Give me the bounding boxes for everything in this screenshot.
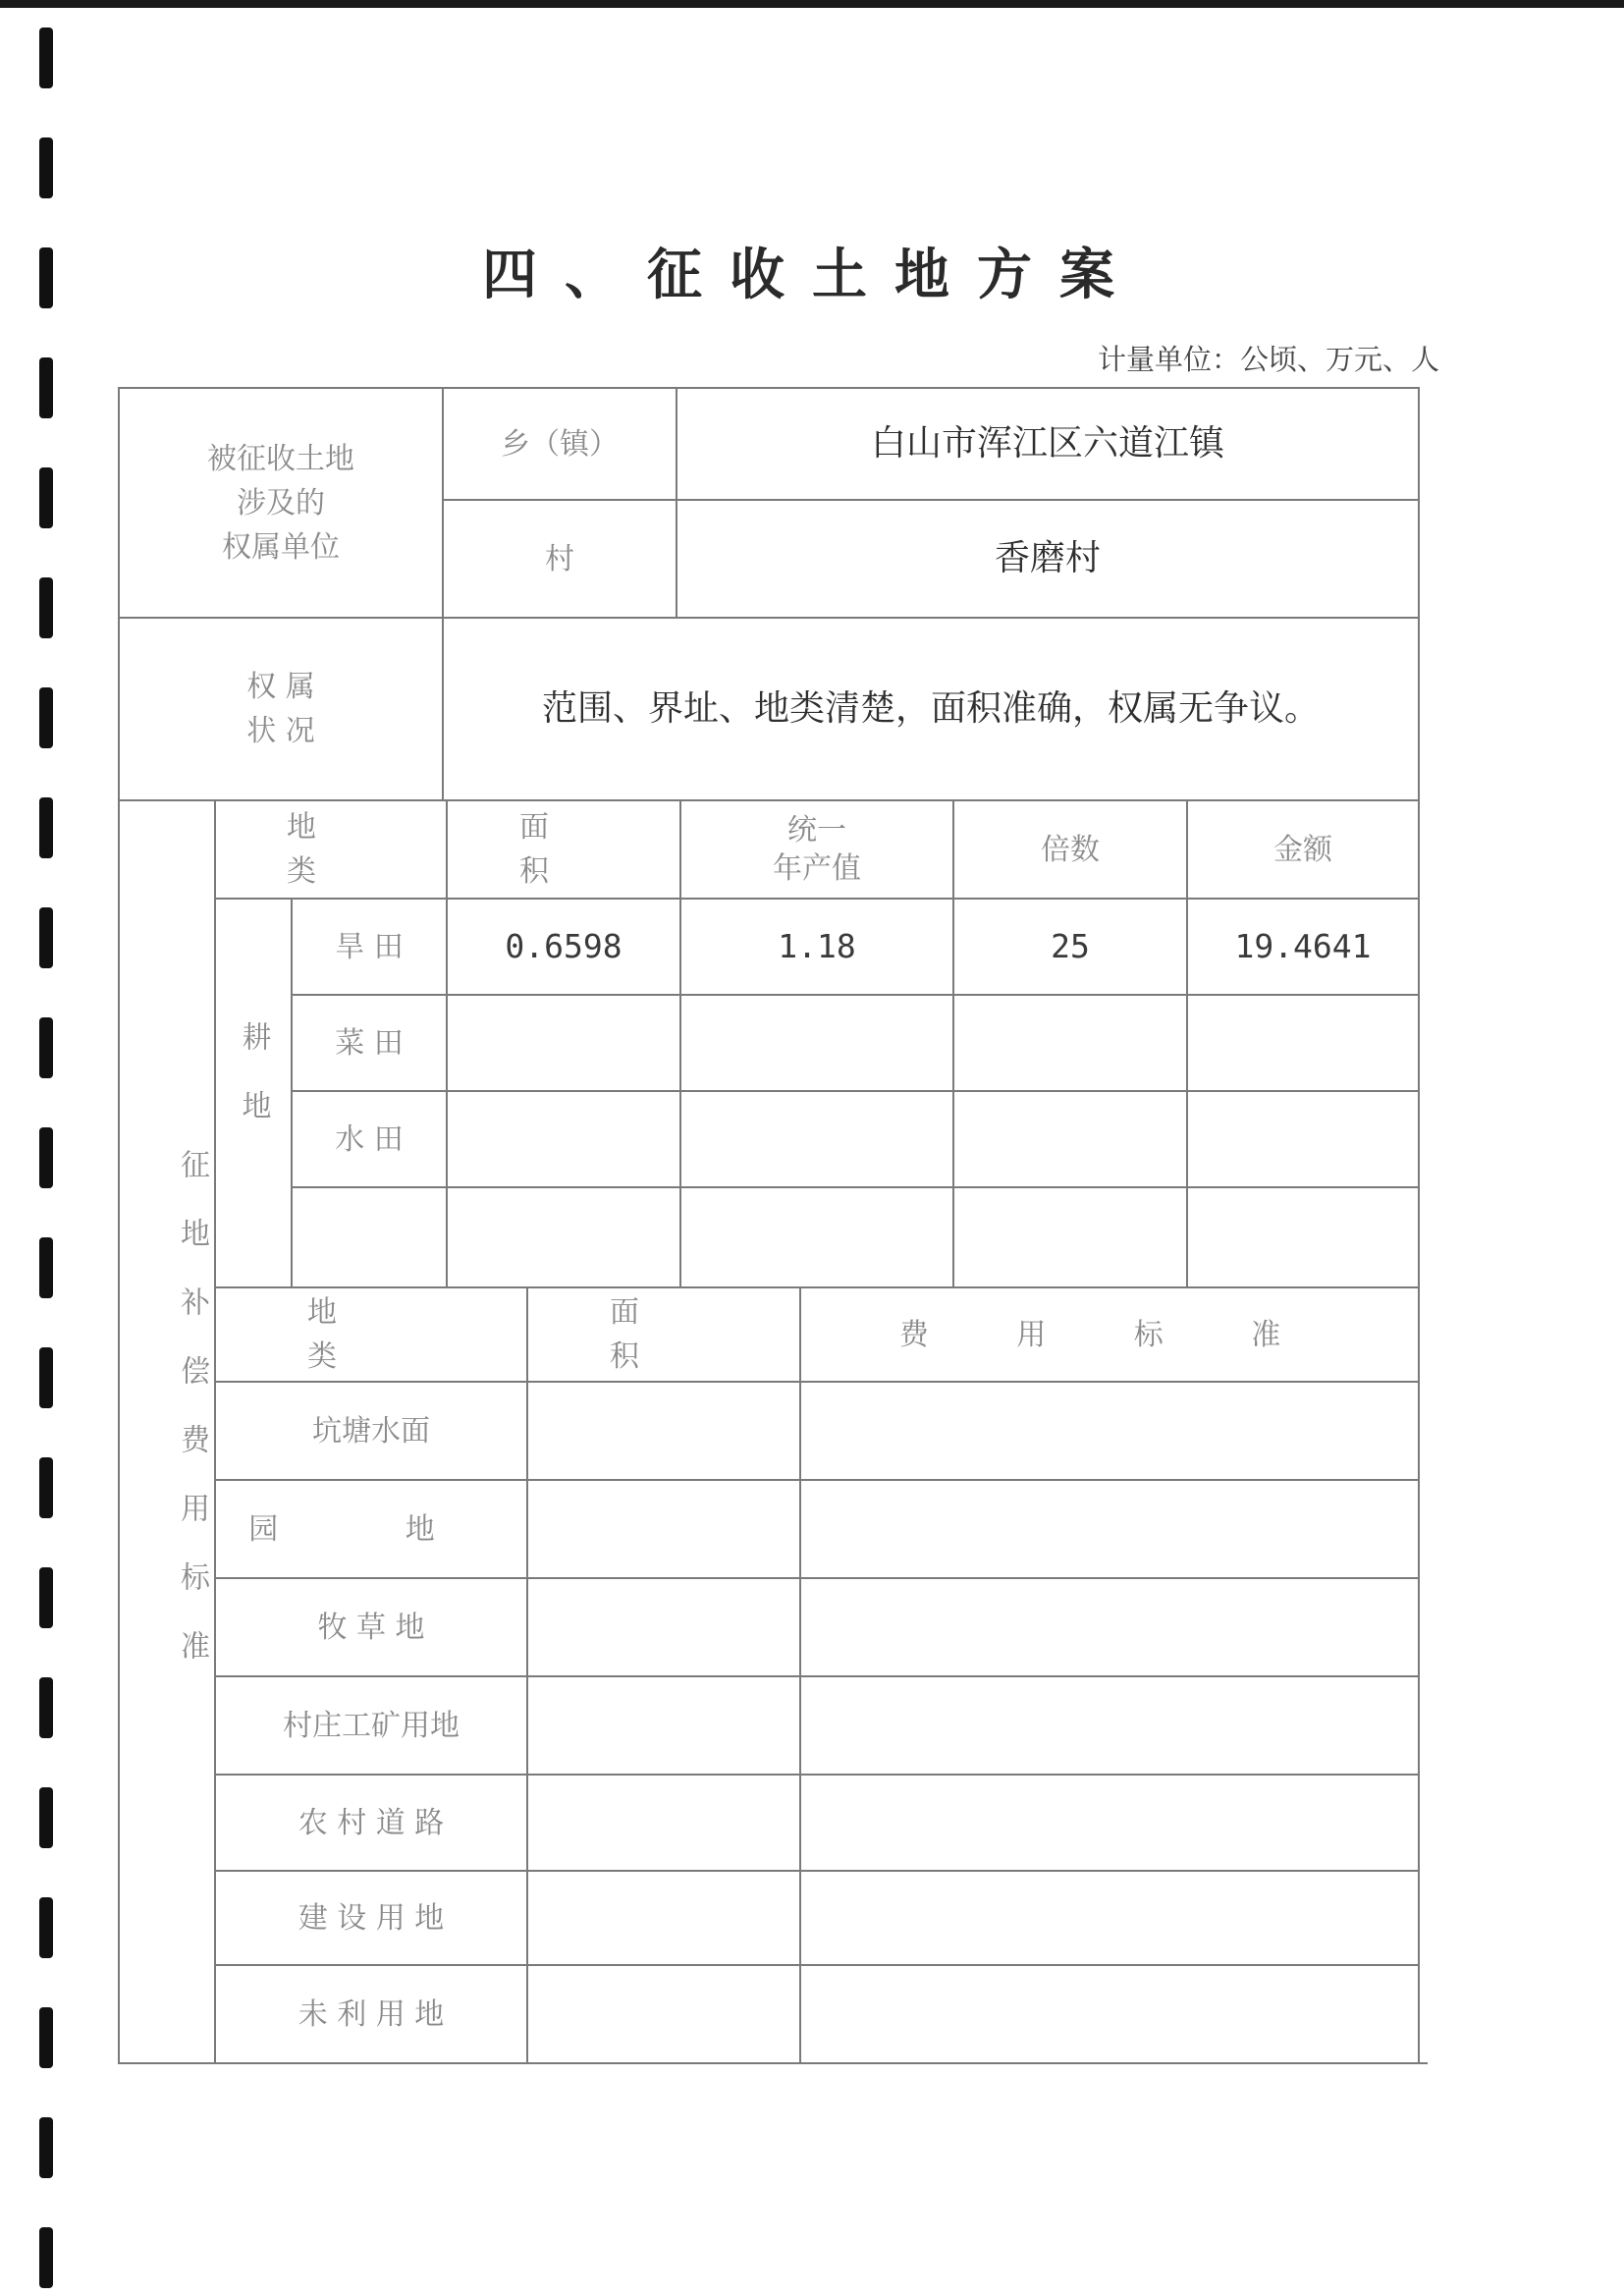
other-row-type: 园 地 xyxy=(248,1511,494,1547)
other-header-land-type: 地 类 xyxy=(307,1295,435,1374)
header-multiple: 倍数 xyxy=(1041,832,1100,867)
other-row-type: 坑塘水面 xyxy=(312,1413,430,1449)
divider xyxy=(291,994,1420,996)
other-header-area: 面 积 xyxy=(610,1295,718,1374)
table-border-bottom xyxy=(118,2062,1428,2064)
header-annual-output: 统一 年产值 xyxy=(773,813,861,886)
divider xyxy=(291,1186,1420,1188)
township-label: 乡（镇） xyxy=(501,426,619,462)
header-amount: 金额 xyxy=(1273,832,1332,867)
unit-note: 计量单位：公顷、万元、人 xyxy=(1097,343,1439,376)
row-amount: 19.4641 xyxy=(1234,927,1372,966)
row-type: 水 田 xyxy=(335,1121,404,1157)
other-row-type: 建 设 用 地 xyxy=(298,1900,445,1936)
row-type: 旱 田 xyxy=(335,929,404,964)
ownership-status-label: 权 属 状 况 xyxy=(246,670,315,748)
ownership-status-value: 范围、界址、地类清楚，面积准确，权属无争议。 xyxy=(541,688,1320,729)
other-row-type: 农 村 道 路 xyxy=(298,1805,445,1840)
other-row-type: 未 利 用 地 xyxy=(298,1996,445,2032)
table-border-right xyxy=(1418,387,1420,2064)
row-annual-output: 1.18 xyxy=(778,927,856,966)
row-type: 菜 田 xyxy=(335,1025,404,1061)
cultivated-land-label: 耕地 xyxy=(236,1021,271,1159)
row-multiple: 25 xyxy=(1051,927,1090,966)
header-land-type: 地 类 xyxy=(287,810,375,889)
ownership-unit-label: 被征收土地 涉及的 权属单位 xyxy=(207,441,354,565)
divider xyxy=(291,1090,1420,1092)
header-area: 面 积 xyxy=(519,810,608,889)
other-header-fee-standard: 费 用 标 准 xyxy=(898,1317,1321,1352)
village-label: 村 xyxy=(545,541,574,576)
township-value: 白山市浑江区六道江镇 xyxy=(870,423,1224,464)
compensation-label: 征地补偿费用标准 xyxy=(175,1149,209,1699)
other-row-type: 牧 草 地 xyxy=(317,1610,425,1645)
other-row-type: 村庄工矿用地 xyxy=(283,1708,460,1743)
document-title: 四、征收土地方案 xyxy=(482,244,1142,307)
row-area: 0.6598 xyxy=(505,927,623,966)
village-value: 香磨村 xyxy=(994,538,1101,578)
